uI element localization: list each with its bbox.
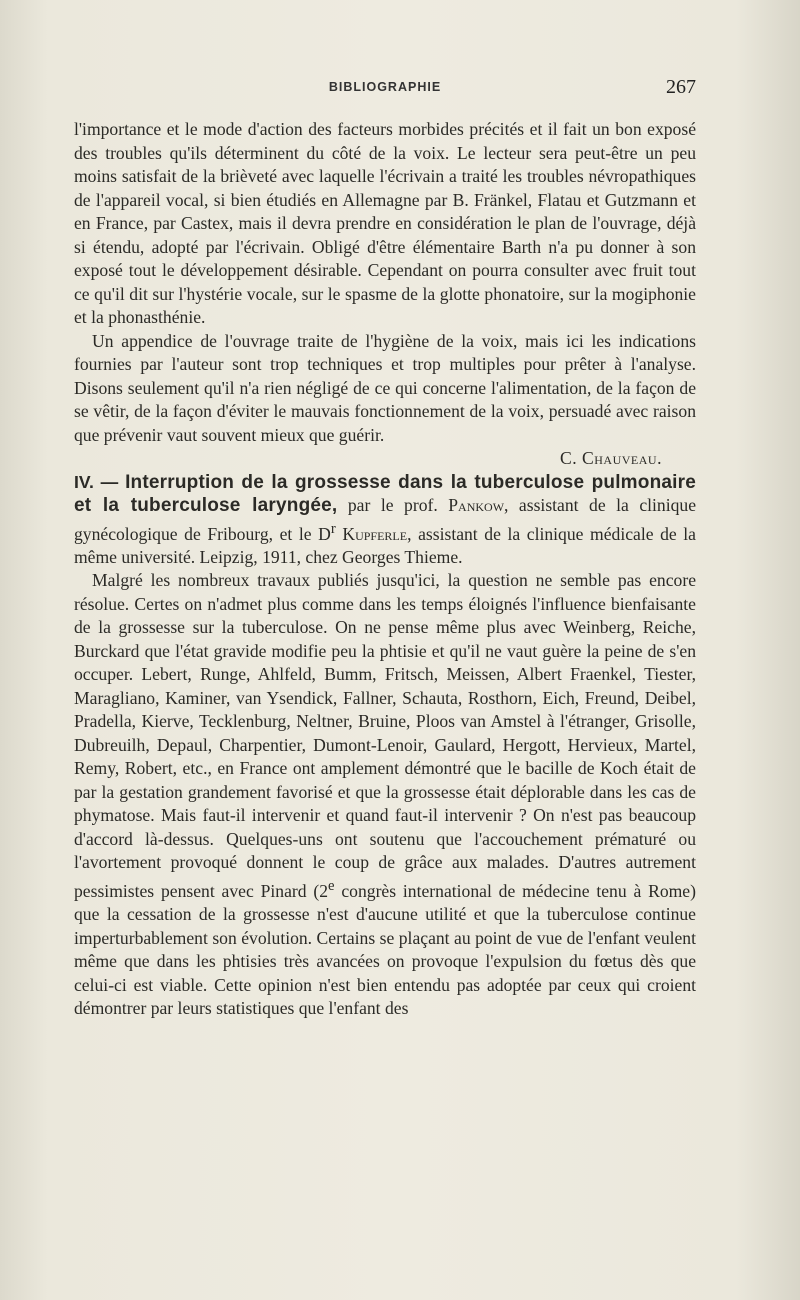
review-paragraph: [74, 569, 696, 1020]
entry-affiliation: , assistant de la clinique gynécologique de Fribourg, et le D: [74, 495, 696, 544]
review-text: Malgré les nombreux travaux publiés jusqu'ici, la question ne semble pas encore résolue. Certes on n'admet plus comme dans les temps éloignés l'influence bienfaisante de la grossesse sur la tuberculose. On ne pense même plus avec Weinberg, Reiche, Burckard que l'état gravide modifie peu la phtisie et qu'il ne vaut guère la peine de s'en occuper. Lebert, Runge, Ahlfeld, Bumm, Fritsch, Meissen, Albert Fraenkel, Tiester, Maragliano, Kaminer, van Ysendick, Fallner, Schauta, Rosthorn, Eich, Freund, Deibel, Pradella, Kierve, Tecklenburg, Neltner, Bruine, Ploos van Amstel à l'étranger, Grisolle, Dubreuilh, Depaul, Charpentier, Dumont-Lenoir, Gaulard, Hergott, Hervieux, Martel, Remy, Robert, etc., en France ont amplement démontré que le bacille de Koch était de par la gestation grandement favorisé et que la grossesse était déplorable dans les cas de phymatose. Mais faut-il intervenir et quand faut-il intervenir ? On n'est pas beaucoup d'accord là-dessus. Quelques-uns ont soutenu que l'accouchement prématuré ou l'avortement provoqué donnent le coup de grâce aux malades. D'autres autrement pessimistes pensent avec Pinard (2: [74, 570, 696, 901]
entry-by: par le prof.: [337, 495, 449, 515]
reviewer-signature: C. Chauveau.: [560, 448, 662, 468]
review-paragraph: Un appendice de l'ouvrage traite de l'hygiène de la voix, mais ici les indications fournies par l'auteur sont trop techniques et trop multiples pour prêter à l'analyse. Disons seulement qu'il n'a rien négligé de ce qui concerne l'alimentation, de la façon de se vêtir, de la façon d'éviter le mauvais fonctionnement de la voix, persuadé avec raison que prévenir vaut souvent mieux que guérir.: [74, 330, 696, 445]
entry-title: Interruption de la grossesse dans la tuberculose pulmonaire et la tuberculose laryngée,: [74, 471, 696, 516]
ordinal-superscript: e: [328, 877, 335, 894]
page-body: [74, 118, 696, 1021]
entry-number: IV. —: [74, 471, 126, 492]
entry-dr-superscript: r: [330, 520, 336, 537]
entry-author: Pankow: [448, 495, 505, 515]
review-paragraph: l'importance et le mode d'action des facteurs morbides précités et il fait un bon exposé des troubles qu'ils déterminent du côté de la voix. Le lecteur sera peut-être un peu moins satisfait de la brièveté avec laquelle l'écrivain a traité les troubles névropathiques de l'appareil vocal, si bien étudiés en Allemagne par B. Fränkel, Flatau et Gutzmann et en France, par Castex, mais il devra prendre en considération le plan de l'ouvrage, déjà si étendu, adopté par l'écrivain. Obligé d'être élémentaire Barth n'a pu donner à son exposé tout le développement désirable. Cependant on pourra consulter avec fruit tout ce qu'il dit sur l'hystérie vocale, sur le spasme de la glotte phonatoire, sur la mogiphonie et la phonasthénie.: [74, 119, 696, 327]
review-entry-heading: [74, 471, 696, 570]
entry-coauthor: Kupferle: [342, 523, 408, 544]
review-text-continued: congrès international de médecine tenu à Rome) que la cessation de la grossesse n'est d'aucune utilité et que la tuberculose continue imperturbablement son évolution. Certains se plaçant au point de vue de l'enfant veulent même que dans les phtisies très avancées on provoque l'expulsion du fœtus dès que celui-ci est viable. Cette opinion n'est bien entendu pas adoptée par ceux qui croient démontrer par leurs statistiques que l'enfant des: [74, 880, 696, 1019]
entry-publication: , assistant de la clinique médicale de la même université. Leipzig, 1911, chez Georges Thieme.: [74, 523, 696, 567]
page-number: 267: [666, 76, 696, 98]
running-title: BIBLIOGRAPHIE: [328, 80, 442, 94]
page-header: [74, 76, 696, 102]
